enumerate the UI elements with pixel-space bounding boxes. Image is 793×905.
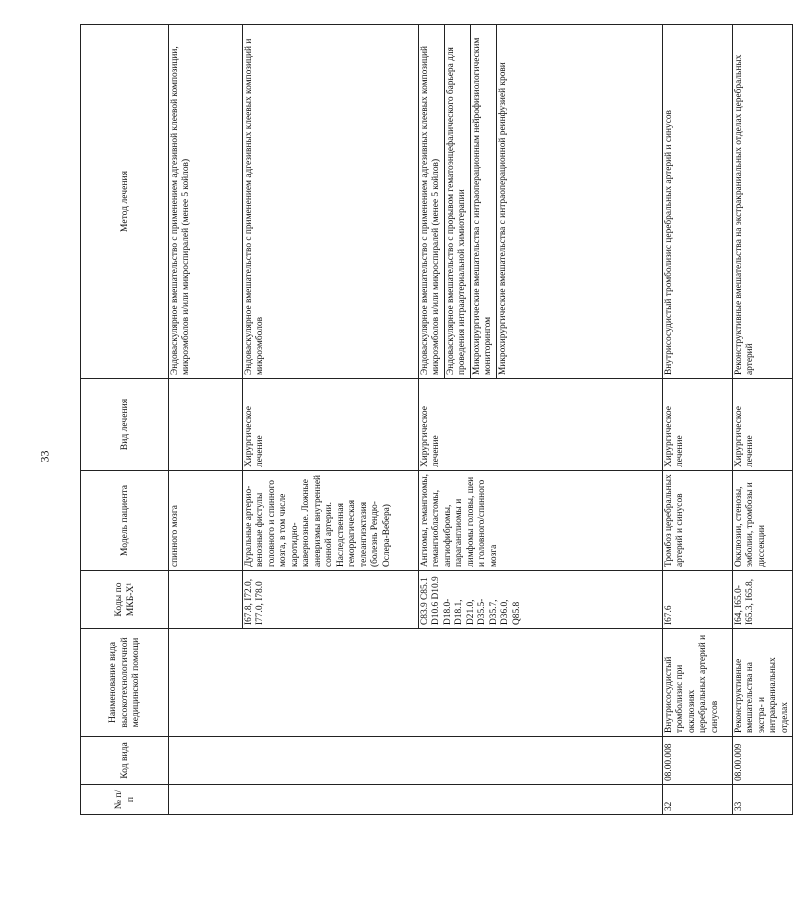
table-row [169, 25, 243, 815]
cell-icd: C83.9 C85.1 D10.6 D10.9 D18.0-D18.1, D21.0, D35.5-D35.7, D36.0, Q85.8 [419, 571, 663, 629]
cell-empty [169, 629, 663, 737]
treatment-table [80, 24, 793, 815]
method-item: Эндоваскулярное вмешательство с прорывом гематоэнцефалического барьера для проведения интраартериальной химиотерапии [445, 25, 471, 378]
cell-model: Ангиомы, гемангиомы, гемангиобластомы, ангиофибромы, параганглиомы и лимфомы головы, шеи и головного/спинного мозга [419, 471, 663, 571]
table-row-32 [663, 25, 733, 815]
cell-icd: I67.6 [663, 571, 733, 629]
cell-type: Хирургическое лечение [243, 379, 419, 471]
page-number: 33 [37, 450, 52, 463]
method-item: Эндоваскулярное вмешательство с применением адгезивных клеевых композиций микроэмболов и/или микроспиралей (менее 5 койлов) [419, 25, 445, 378]
cell-model: Окклюзии, стенозы, эмболии, тромбозы и диссекции [733, 471, 793, 571]
cell-name: Внутрисосудистый тромболизис при окклюзиях церебральных артерий и синусов [663, 629, 733, 737]
cell-method: Эндоваскулярное вмешательство с применением адгезивных клеевых композиций и микроэмболов [243, 25, 419, 379]
cell-method: Внутрисосудистый тромболизис церебральных артерий и синусов [663, 25, 733, 379]
cell-no: 33 [733, 785, 793, 815]
cell-method: Реконструктивные вмешательства на экстракраниальных отделах церебральных артерий [733, 25, 793, 379]
cell-empty [169, 737, 663, 785]
cell-method: Эндоваскулярное вмешательство с применением адгезивной клеевой композиции, микроэмболов и/или микроспиралей (менее 5 койлов) [169, 25, 243, 379]
cell-empty [169, 785, 663, 815]
header-row [81, 25, 169, 815]
cell-model: спинного мозга [169, 471, 243, 571]
cell-empty [169, 379, 243, 471]
header-name: Наименование вида высокотехнологичной медицинской помощи [81, 629, 169, 737]
table-row-33 [733, 25, 793, 815]
header-icd: Коды по МКБ-X¹ [81, 571, 169, 629]
cell-model: Дуральные артерио-венозные фистулы головного и спинного мозга, в том числе каротидно-кавернозные. Ложные аневризмы внутренней сонной артерии. Наследственная геморрагическая телеангиэктазия (болезнь Рендю-Ослера-Вебера) [243, 471, 419, 571]
method-item: Микрохирургические вмешательства с интраоперационной реинфузией крови [497, 62, 508, 375]
header-type: Вид лечения [81, 379, 169, 471]
header-no: № п/п [81, 785, 169, 815]
cell-icd: I64, I65.0-I65.3, I65.8, [733, 571, 793, 629]
cell-empty [169, 571, 243, 629]
cell-code: 08.00.009 [733, 737, 793, 785]
cell-type: Хирургическое лечение [419, 379, 663, 471]
header-method: Метод лечения [81, 25, 169, 379]
cell-name: Реконструктивные вмешательства на экстра- и интракраниальных отделах [733, 629, 793, 737]
header-code: Код вида [81, 737, 169, 785]
cell-code: 08.00.008 [663, 737, 733, 785]
cell-method-group [419, 25, 663, 379]
cell-no: 32 [663, 785, 733, 815]
method-item: Микрохирургические вмешательства с интраоперационным нейрофизиологическим мониторингом [471, 25, 497, 378]
cell-type: Хирургическое лечение [733, 379, 793, 471]
cell-type: Хирургическое лечение [663, 379, 733, 471]
header-model: Модель пациента [81, 471, 169, 571]
cell-model: Тромбоз церебральных артерий и синусов [663, 471, 733, 571]
cell-icd: I67.8, I72.0, I77.0, I78.0 [243, 571, 419, 629]
rotated-page [80, 25, 790, 815]
